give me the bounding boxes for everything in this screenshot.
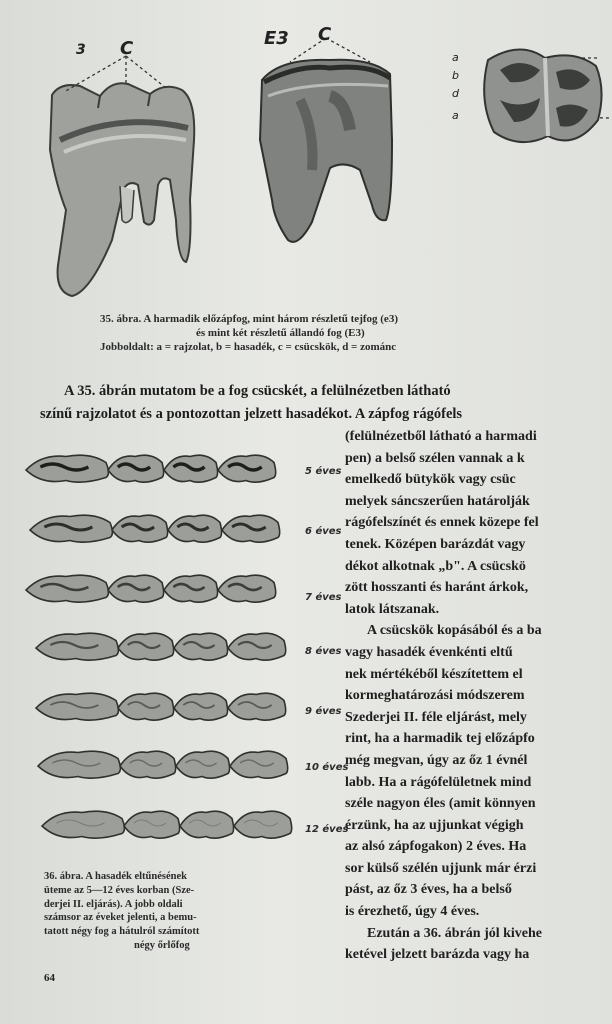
body-text-right-column [345,426,612,966]
figure-36-drawing [20,440,340,860]
tooth-middle-illustration [260,60,392,242]
caption-36-line: üteme az 5—12 éves korban (Sze- [44,884,195,896]
age-label-6: 6 éves [305,526,342,537]
body-text-line: széle nagyon éles (amit könnyen [345,796,536,812]
body-text-line: A csücskök kopásából és a ba [367,623,542,639]
body-text-line: (felülnézetből látható a harmadi [345,429,537,444]
body-text-line: színű rajzolatot és a pontozottan jelzett hasadékot. A zápfog rágófels [40,406,463,422]
body-text-line: érzünk, ha az ujjunkat végigh [345,817,524,833]
molar-row [36,693,286,720]
body-text-line: rint, ha a harmadik tej előzápfo [345,731,535,747]
age-label-7: 7 éves [305,592,342,603]
body-text-line: pást, az őz 3 éves, ha a belső [345,882,512,898]
body-text-line: Ezután a 36. ábrán jól kivehe [367,925,543,941]
body-text-line: pen) a belső szélen vannak a k [345,450,525,466]
topview-label-b: b [452,69,459,82]
body-text-line: labb. Ha a rágófelületnek mind [345,774,532,790]
age-label-9: 9 éves [305,706,342,717]
figure-35 [0,0,612,300]
figure-35-caption [100,312,610,354]
molar-row [42,811,292,838]
caption-36-line: négy őrlőfog [134,939,190,951]
molar-row [30,515,280,542]
caption-36-line: számsor az éveket jelenti, a bemu- [44,912,197,924]
topview-label-a-top: a [452,51,459,64]
body-text-line: rágófelszínét és ennek közepe fel [345,515,539,531]
body-text-line: zött hosszanti és haránt árkok, [345,580,529,596]
body-text-intro [40,380,612,426]
tooth-left-cusp-label: C [120,38,134,59]
body-text-line: is érezhető, úgy 4 éves. [345,904,480,920]
body-text-line: az alsó zápfogakon) 2 éves. Ha [345,839,527,855]
tooth-topview-illustration [484,49,601,142]
topview-label-d: d [452,87,459,100]
caption-35-line: 35. ábra. A harmadik előzápfog, mint három részletű tejfog (e3) [100,313,398,325]
body-text-line: Szederjei II. féle eljárást, mely [345,709,527,725]
figure-35-drawing [0,0,612,300]
age-label-10: 10 éves [305,762,349,773]
caption-35-line: Jobboldalt: a = rajzolat, b = hasadék, c = csücskök, d = zománc [100,341,397,353]
caption-36-line: 36. ábra. A hasadék eltűnésének [44,871,187,882]
body-text-line: dékot alkotnak „b". A csücskö [345,558,526,574]
molar-row [26,575,276,602]
body-text-line: még megvan, úgy az őz 1 évnél [345,752,528,768]
body-text-line: melyek sáncszerűen határolják [345,493,530,509]
body-text-line: kormeghatározási módszerem [345,688,525,704]
age-label-12: 12 éves [305,824,349,835]
figure-36 [20,440,349,860]
body-text-line: latok látszanak. [345,601,440,617]
tooth-left-number-label: 3 [76,42,86,58]
figure-36-caption [44,870,334,953]
molar-row [38,751,288,778]
age-label-5: 5 éves [305,466,342,477]
tooth-middle-code-label: E3 [264,28,289,49]
molar-row [36,633,286,660]
body-text-line: nek mértékéből készítettem el [345,666,523,682]
body-text-line: A 35. ábrán mutatom be a fog csücskét, a felülnézetben látható [64,383,451,399]
tooth-middle-cusp-label: C [318,24,332,45]
body-text-line: sor külső szélén ujjunk már érzi [345,860,537,876]
topview-label-a-bottom: a [452,109,459,122]
body-text-line: emelkedő bütykök vagy csüc [345,472,516,488]
caption-36-line: derjei II. eljárás). A jobb oldali [44,898,183,910]
page-number: 64 [44,972,55,984]
caption-36-line: tatott négy fog a hátulról számított [44,926,200,938]
body-text-line: tenek. Középen barázdát vagy [345,536,526,552]
age-label-8: 8 éves [305,646,342,657]
molar-row [26,455,276,482]
body-text-line: ketével jelzett barázda vagy ha [345,947,530,963]
tooth-left-illustration [50,83,194,296]
caption-35-line: és mint két részletű állandó fog (E3) [196,327,365,339]
body-text-line: vagy hasadék évenkénti eltű [345,644,513,660]
